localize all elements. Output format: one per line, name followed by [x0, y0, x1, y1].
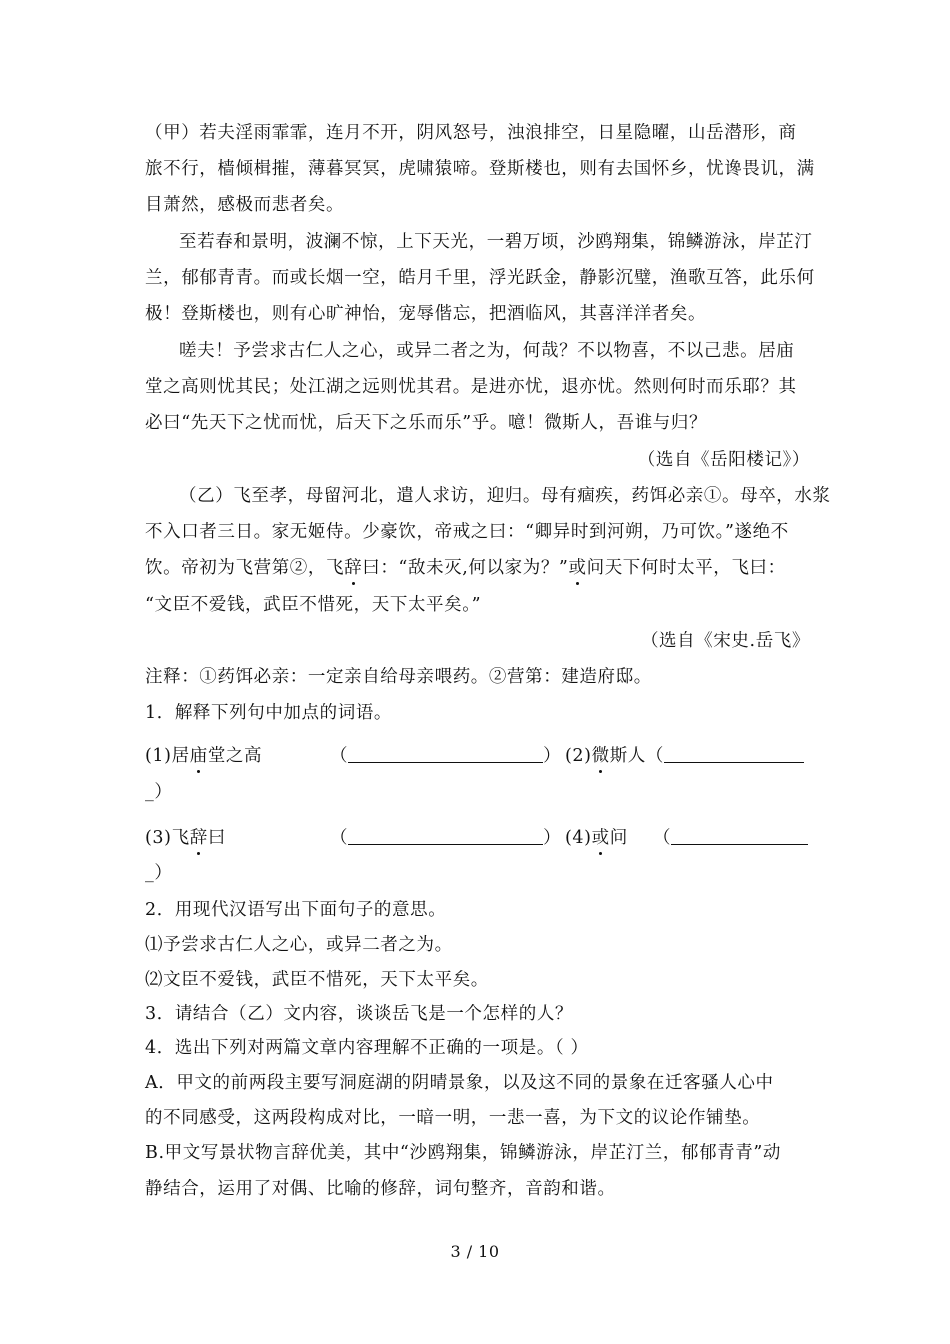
jia-p3-line1: 嗟夫！予尝求古仁人之心，或异二者之为，何哉？不以物喜，不以己悲。居庙 — [179, 341, 795, 361]
jia-p2-line2: 兰，郁郁青青。而或长烟一空，皓月千里，浮光跃金，静影沉璧，渔歌互答，此乐何 — [145, 268, 815, 288]
q1-a-blank[interactable] — [348, 745, 543, 763]
q2-sentence1: ⑴予尝求古仁人之心，或异二者之为。 — [145, 935, 453, 955]
q4-option-b-line2: 静结合，运用了对偶、比喻的修辞，词句整齐，音韵和谐。 — [145, 1179, 616, 1199]
yi-line3-a: 饮。帝初为飞营第②，飞 — [145, 558, 345, 578]
jia-p1-line3: 目萧然，感极而悲者矣。 — [145, 195, 345, 215]
yi-line3 — [145, 556, 810, 580]
q2-sentence2: ⑵文臣不爱钱，武臣不惜死，天下太平矣。 — [145, 970, 489, 990]
yi-line3-b: 曰：“敌未灭,何以家为？” — [362, 558, 569, 578]
yi-line4: “文臣不爱钱，武臣不惜死，天下太平矣。” — [145, 595, 482, 615]
jia-p2-line1: 至若春和景明，波澜不惊，上下天光，一碧万顷，沙鸥翔集，锦鳞游泳，岸芷汀 — [179, 232, 813, 252]
dotted-char-huo-2: 或 — [591, 828, 610, 848]
yi-line2: 不入口者三日。家无姬侍。少豪饮，帝戒之曰：“卿异时到河朔，乃可饮。”遂绝不 — [145, 522, 789, 542]
q2-title: 2．用现代汉语写出下面句子的意思。 — [145, 900, 447, 920]
q1-b-blank[interactable] — [664, 745, 804, 763]
jia-p1-line1: （甲）若夫淫雨霏霏，连月不开，阴风怒号，浊浪排空，日星隐曜，山岳潜形，商 — [145, 123, 797, 143]
dotted-char-miao: 庙 — [189, 746, 208, 766]
jia-p1-line2: 旅不行，樯倾楫摧，薄暮冥冥，虎啸猿啼。登斯楼也，则有去国怀乡，忧谗畏讥，满 — [145, 159, 815, 179]
q4-option-a-line2: 的不同感受，这两段构成对比，一暗一明，一悲一喜，为下文的议论作铺垫。 — [145, 1108, 761, 1128]
q1-d-answer[interactable]: （ — [653, 826, 808, 850]
yi-line1: （乙）飞至孝，母留河北，遣人求访，迎归。母有痼疾，药饵必亲①。母卒，水浆 — [179, 486, 831, 506]
jia-p2-line3: 极！登斯楼也，则有心旷神怡，宠辱偕忘，把酒临风，其喜洋洋者矣。 — [145, 304, 707, 324]
q4-option-b-line1: B.甲文写景状物言辞优美，其中“沙鸥翔集，锦鳞游泳，岸芷汀兰，郁郁青青”动 — [145, 1143, 782, 1163]
q1-d: (4)或问 — [565, 828, 628, 848]
notes: 注释：①药饵必亲：一定亲自给母亲喂药。②营第：建造府邸。 — [145, 667, 652, 687]
jia-p3-line3: 必曰“先天下之忧而忧，后天下之乐而乐”乎。噫！微斯人，吾谁与归？ — [145, 413, 708, 433]
q1-row1-tail: _） — [145, 782, 173, 802]
q3-title: 3．请结合（乙）文内容，谈谈岳飞是一个怎样的人？ — [145, 1004, 574, 1024]
dotted-char-ci-2: 辞 — [189, 828, 208, 848]
q1-title: 1．解释下列句中加点的词语。 — [145, 703, 393, 723]
page-number: 3 / 10 — [450, 1242, 500, 1261]
dotted-char-wei: 微 — [591, 746, 610, 766]
dotted-char-ci: 辞 — [344, 558, 363, 578]
q1-row2-tail: _） — [145, 863, 173, 883]
q1-a-answer[interactable]: （ ） — [330, 746, 562, 766]
q1-d-blank[interactable] — [671, 827, 808, 845]
yi-line3-c: 问天下何时太平，飞曰： — [586, 558, 786, 578]
yi-source: （选自《宋史.岳飞》 — [640, 631, 810, 651]
q1-b: (2)微斯人（ — [565, 744, 804, 768]
jia-p3-line2: 堂之高则忧其民；处江湖之远则忧其君。是进亦忧，退亦忧。然则何时而乐耶？其 — [145, 377, 797, 397]
q1-c-answer[interactable]: （ ） — [330, 828, 562, 848]
q4-option-a-line1: A．甲文的前两段主要写洞庭湖的阴晴景象，以及这不同的景象在迁客骚人心中 — [145, 1073, 774, 1093]
q1-c-blank[interactable] — [348, 827, 543, 845]
q4-title: 4．选出下列对两篇文章内容理解不正确的一项是。（ ） — [145, 1038, 589, 1058]
q1-row2: (3)飞辞曰 （ ） (4)或问 （ — [145, 826, 810, 850]
q1-row1: (1)居庙堂之高 （ ） (2)微斯人（ — [145, 744, 810, 768]
jia-source: （选自《岳阳楼记》） — [637, 450, 810, 470]
dotted-char-huo: 或 — [568, 558, 587, 578]
